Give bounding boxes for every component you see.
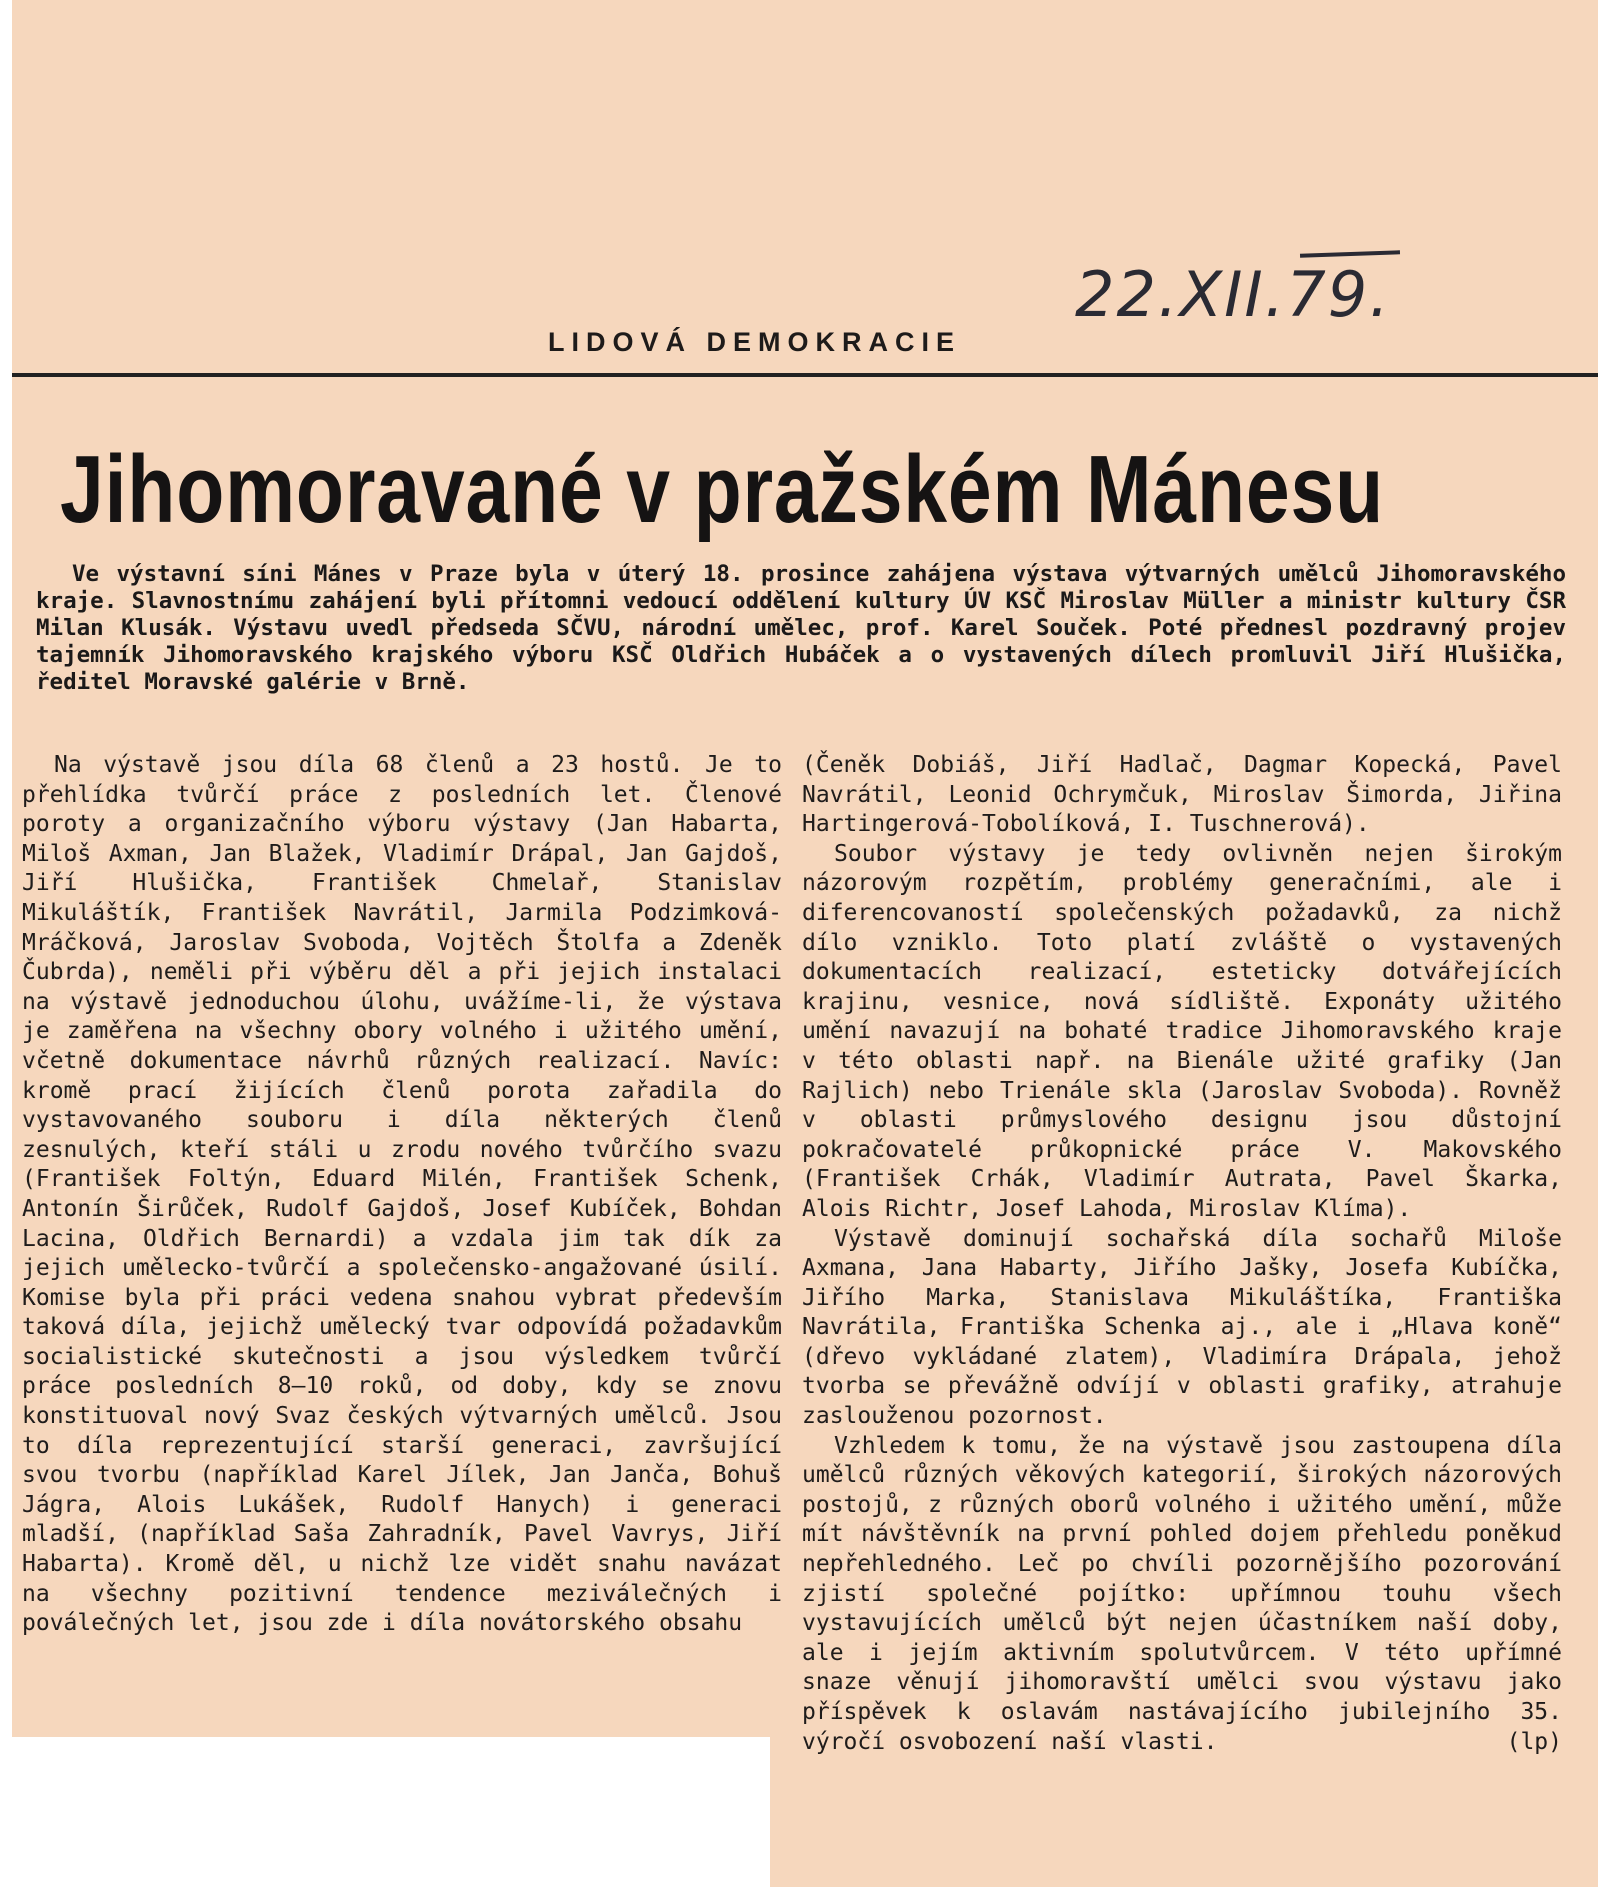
newspaper-masthead: LIDOVÁ DEMOKRACIE — [548, 327, 962, 357]
bleed-through-glyph — [1530, 395, 1590, 555]
right-paragraph-3: Výstavě dominují sochařská díla sochařů Miloše Axmana, Jana Habarty, Jiřího Jašky, Josefa Kubíčka, Jiřího Marka, Stanislava Mikuláštíka, Františka Navrátila, Františka Schenka aj., ale i „Hlava koně“ (dřevo vykládané zlatem), Vladimíra Drápala, jehož tvorba se převážně odvíjí v oblasti grafiky, atrahuje zaslouženou pozornost. — [802, 1225, 1562, 1430]
right-paragraph-1: (Čeněk Dobiáš, Jiří Hadlač, Dagmar Kopecká, Pavel Navrátil, Leonid Ochrymčuk, Miroslav Šimorda, Jiřina Hartingerová-Tobolíková, I. Tuschnerová). — [802, 752, 1562, 838]
right-paragraph-4 — [802, 1432, 1562, 1758]
clipping-torn-edge — [12, 1725, 770, 1737]
article-lead: Ve výstavní síni Mánes v Praze byla v úterý 18. prosince zahájena výstava výtvarných umělců Jihomoravského kraje. Slavnostnímu zahájení byli přítomni vedoucí oddělení kultury ÚV KSČ Miroslav Müller a ministr kultury ČSR Milan Klusák. Výstavu uvedl předseda SČVU, národní umělec, prof. Karel Souček. Poté přednesl pozdravný projev tajemník Jihomoravského krajského výboru KSČ Oldřich Hubáček a o vystavených dílech promluvil Jiří Hlušička, ředitel Moravské galérie v Brně. — [36, 561, 1566, 695]
right-paragraph-2: Soubor výstavy je tedy ovlivněn nejen širokým názorovým rozpětím, problémy generačními, ale i diferencovaností společenských požadavků, za nichž dílo vzniklo. Toto platí zvláště o vystavených dokumentacích realizací, esteticky dotvářejících krajinu, vesnice, nová sídliště. Exponáty užitého umění navazují na bohaté tradice Jihomoravského kraje v této oblasti např. na Bienále užité grafiky (Jan Rajlich) nebo Trienále skla (Jaroslav Svoboda). Rovněž v oblasti průmyslového designu jsou důstojní pokračovatelé průkopnické práce V. Makovského (František Crhák, Vladimír Autrata, Pavel Škarka, Alois Richtr, Josef Lahoda, Miroslav Klíma). — [802, 840, 1562, 1222]
author-signature: (lp) — [1506, 1728, 1562, 1755]
right-paragraph-4-text: Vzhledem k tomu, že na výstavě jsou zastoupena díla umělců různých věkových kategorií, širokých názorových postojů, z různých oborů volného i užitého umění, může mít návštěvník na první pohled dojem přehledu poněkud nepřehledného. Leč po chvíli pozornějšího pozorování zjistí společné pojítko: upřímnou touhu všech vystavujících umělců být nejen účastníkem naší doby, ale i jejím aktivním spolutvůrcem. V této upřímné snaze věnují jihomoravští umělci svou výstavu jako příspěvek k oslavám nastávajícího jubilejního 35. výročí osvobození naší vlasti. — [802, 1432, 1562, 1755]
article-column-left — [22, 751, 782, 1717]
handwritten-date: 22.XII.79. — [1075, 258, 1391, 331]
article-column-right — [802, 751, 1562, 1831]
article-headline: Jihomoravané v pražském Mánesu — [60, 436, 1385, 543]
left-paragraph-1: Na výstavě jsou díla 68 členů a 23 hostů. Je to přehlídka tvůrčí práce z posledních let. Členové poroty a organizačního výboru výstavy (Jan Habarta, Miloš Axman, Jan Blažek, Vladimír Drápal, Jan Gajdoš, Jiří Hlušička, František Chmelař, Stanislav Mikuláštík, František Navrátil, Jarmila Podzimková-Mráčková, Jaroslav Svoboda, Vojtěch Štolfa a Zdeněk Čubrda), neměli při výběru děl a při jejich instalaci na výstavě jednoduchou úlohu, uvážíme-li, že výstava je zaměřena na všechny obory volného i užitého umění, včetně dokumentace návrhů různých realizací. Navíc: kromě prací žijících členů porota zařadila do vystavovaného souboru i díla některých členů zesnulých, kteří stáli u zrodu nového tvůrčího svazu (František Foltýn, Eduard Milén, František Schenk, Antonín Širůček, Rudolf Gajdoš, Josef Kubíček, Bohdan Lacina, Oldřich Bernardi) a vzdala jim tak dík za jejich umělecko-tvůrčí a společensko-angažované úsilí. Komise byla při práci vedena snahou vybrat především taková díla, jejichž umělecký tvar odpovídá požadavkům socialistické skutečnosti a jsou výsledkem tvůrčí práce posledních 8—10 roků, od doby, kdy se znovu konstituoval nový Svaz českých výtvarných umělců. Jsou to díla reprezentující starší generaci, završující svou tvorbu (například Karel Jílek, Jan Janča, Bohuš Jágra, Alois Lukášek, Rudolf Hanych) i generaci mladší, (například Saša Zahradník, Pavel Vavrys, Jiří Habarta). Kromě děl, u nichž lze vidět snahu navázat na všechny pozitivní tendence meziválečných i poválečných let, jsou zde i díla novátorského obsahu — [22, 752, 782, 1637]
bleed-through-masthead — [520, 290, 1080, 320]
masthead-rule — [12, 373, 1598, 377]
